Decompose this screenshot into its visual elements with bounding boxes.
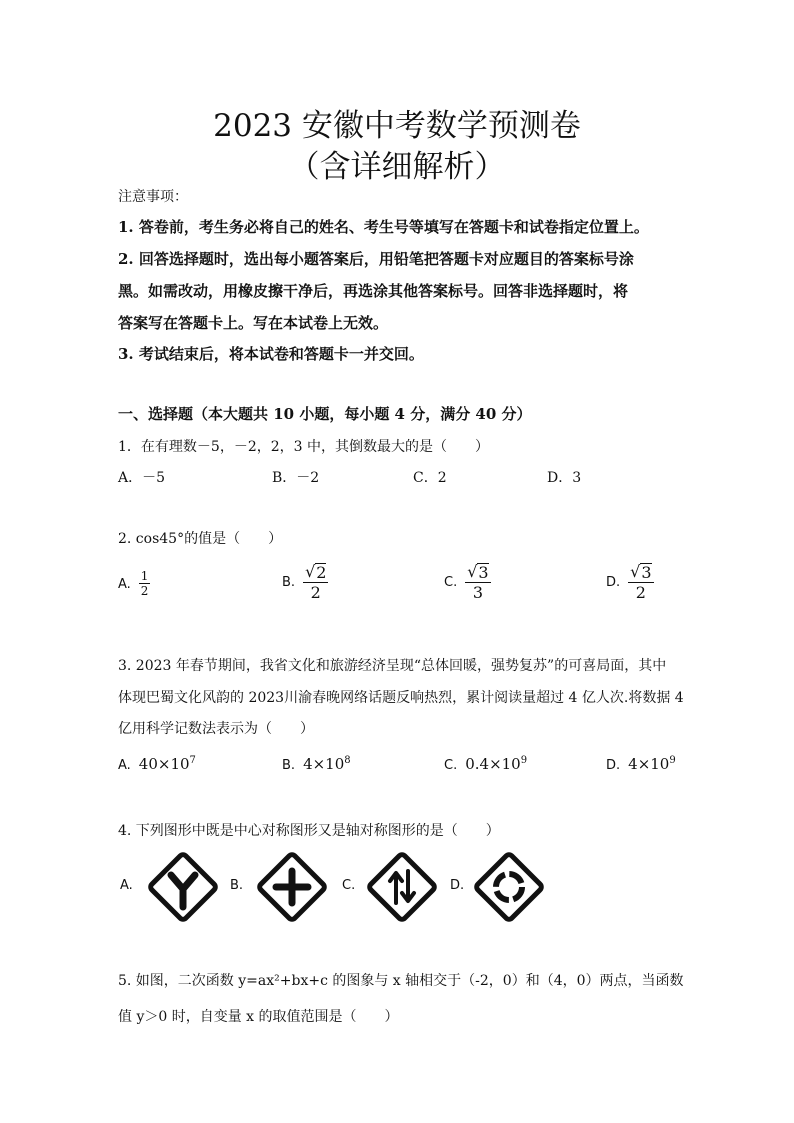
sci-notation xyxy=(628,755,676,773)
fraction xyxy=(628,563,653,602)
sci-exponent: 8 xyxy=(344,755,351,766)
question-3-option-b xyxy=(282,754,351,773)
y-junction-sign-icon xyxy=(145,849,221,925)
fraction xyxy=(139,570,151,599)
denominator: 2 xyxy=(635,582,646,602)
question-1-option-d: D．3 xyxy=(547,470,582,486)
question-2-stem: 2. cos45°的值是（ ） xyxy=(118,531,283,547)
question-3-option-a xyxy=(118,754,196,773)
question-3-line: 体现巴蜀文化风韵的 2023川渝春晚网络话题反响热烈，累计阅读量超过 4 亿人次.将数据 4 xyxy=(118,690,684,706)
option-label: C. xyxy=(444,758,458,773)
question-3-option-d xyxy=(606,754,676,773)
question-2-option-d xyxy=(606,563,654,602)
option-label: A. xyxy=(118,758,131,773)
option-label: A. xyxy=(118,576,131,592)
sci-notation xyxy=(465,755,527,773)
numerator xyxy=(465,563,490,583)
notes-heading: 注意事项： xyxy=(118,189,188,205)
note-line: 1. 答卷前，考生务必将自己的姓名、考生号等填写在答题卡和试卷指定位置上。 xyxy=(118,218,649,236)
note-line: 答案写在答题卡上。写在本试卷上无效。 xyxy=(118,314,389,332)
question-4-label-c: C. xyxy=(342,878,356,893)
question-2-option-a xyxy=(118,570,150,599)
denominator: 3 xyxy=(472,582,483,602)
option-label: B. xyxy=(282,758,296,773)
question-5-line: 5. 如图，二次函数 y=ax²+bx+c 的图象与 x 轴相交于（-2，0）和（4，0）两点，当函数 xyxy=(118,973,684,989)
note-line: 2. 回答选择题时，选出每小题答案后，用铅笔把答题卡对应题目的答案标号涂 xyxy=(118,250,634,268)
question-3-line: 3. 2023 年春节期间，我省文化和旅游经济呈现“总体回暖，强势复苏”的可喜局面，其中 xyxy=(118,658,667,674)
option-label: C. xyxy=(444,574,458,590)
two-way-traffic-sign-icon xyxy=(364,849,440,925)
fraction xyxy=(303,563,328,602)
question-2-option-c xyxy=(444,563,491,602)
sqrt-symbol: √ 3 xyxy=(630,562,652,582)
question-1-option-a: A．－5 xyxy=(118,470,166,486)
sci-base: 4×10 xyxy=(303,755,345,773)
question-1-option-b: B．－2 xyxy=(272,470,320,486)
numerator: 1 xyxy=(140,569,149,583)
question-4-stem: 4. 下列图形中既是中心对称图形又是轴对称图形的是（ ） xyxy=(118,823,500,839)
option-label: D. xyxy=(606,758,621,773)
sci-exponent: 7 xyxy=(189,755,196,766)
sci-base: 40×10 xyxy=(138,755,190,773)
option-label: D. xyxy=(606,574,621,590)
sqrt-symbol: √ 2 xyxy=(305,562,327,582)
denominator: 2 xyxy=(310,582,321,602)
radicand: 2 xyxy=(316,563,327,582)
radicand: 3 xyxy=(641,563,652,582)
question-4-label-a: A. xyxy=(120,878,133,893)
sci-exponent: 9 xyxy=(669,755,676,766)
question-3-option-c xyxy=(444,754,527,773)
sqrt-symbol: √ 3 xyxy=(467,562,489,582)
question-1-stem: 1．在有理数－5，－2，2，3 中，其倒数最大的是（ ） xyxy=(118,439,489,455)
fraction xyxy=(465,563,490,602)
question-4-label-b: B. xyxy=(230,878,244,893)
option-label: B. xyxy=(282,574,296,590)
sci-notation xyxy=(303,755,351,773)
crossroad-sign-icon xyxy=(254,849,330,925)
numerator xyxy=(303,563,328,583)
page-title: 2023 安徽中考数学预测卷 xyxy=(213,108,581,144)
numerator xyxy=(628,563,653,583)
question-3-line: 亿用科学记数法表示为（ ） xyxy=(118,721,314,737)
sci-base: 0.4×10 xyxy=(465,755,521,773)
question-5-line: 值 y＞0 时，自变量 x 的取值范围是（ ） xyxy=(118,1009,399,1025)
question-1-option-c: C．2 xyxy=(413,470,447,486)
note-line: 3. 考试结束后，将本试卷和答题卡一并交回。 xyxy=(118,345,424,363)
sci-notation xyxy=(139,755,196,773)
section-heading: 一、选择题（本大题共 10 小题，每小题 4 分，满分 40 分） xyxy=(118,405,532,423)
denominator: 2 xyxy=(140,584,149,599)
page-subtitle: （含详细解析） xyxy=(288,149,506,185)
sci-exponent: 9 xyxy=(520,755,528,766)
note-line: 黑。如需改动，用橡皮擦干净后，再选涂其他答案标号。回答非选择题时，将 xyxy=(118,282,629,300)
sci-base: 4×10 xyxy=(628,755,670,773)
question-2-option-b xyxy=(282,563,328,602)
question-4-label-d: D. xyxy=(450,878,465,893)
radicand: 3 xyxy=(478,563,489,582)
roundabout-sign-icon xyxy=(471,849,547,925)
